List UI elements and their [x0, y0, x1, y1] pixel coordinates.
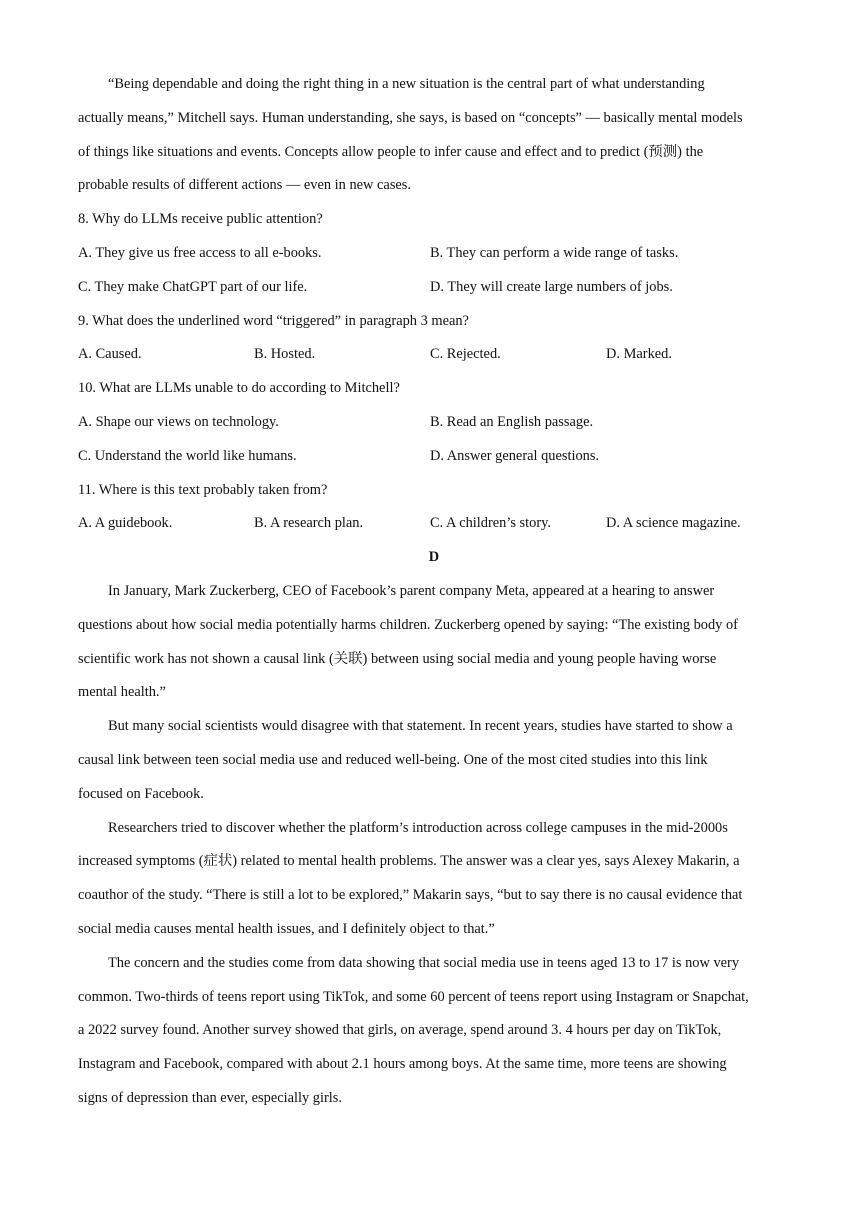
question-9: [78, 305, 790, 373]
text-line: coauthor of the study. “There is still a lot to be explored,” Makarin says, “but to say there is no causal evidence that: [78, 887, 743, 904]
option-c: C. Understand the world like humans.: [78, 447, 297, 464]
option-c: C. A children’s story.: [430, 515, 551, 532]
text-line: questions about how social media potentially harms children. Zuckerberg opened by saying: “The existing body of: [78, 616, 738, 633]
option-b: B. Hosted.: [254, 346, 316, 363]
passage-d-paragraph-4: [78, 947, 790, 1116]
option-a: A. A guidebook.: [78, 515, 173, 532]
text-line: scientific work has not shown a causal link (关联) between using social media and young people having worse: [78, 650, 717, 667]
text-line: The concern and the studies come from data showing that social media use in teens aged 13 to 17 is now very: [108, 954, 740, 971]
passage-d-paragraph-1: [78, 575, 790, 710]
document-page: [78, 68, 790, 1116]
question-8: [78, 203, 790, 304]
text-line: a 2022 survey found. Another survey showed that girls, on average, spend around 3. 4 hours per day on TikTok,: [78, 1022, 722, 1039]
text-line: signs of depression than ever, especially girls.: [78, 1089, 342, 1106]
text-line: causal link between teen social media use and reduced well-being. One of the most cited studies into this link: [78, 751, 708, 768]
option-a: A. Caused.: [78, 346, 142, 363]
text-line: “Being dependable and doing the right thing in a new situation is the central part of what understanding: [108, 76, 705, 92]
option-c: C. Rejected.: [430, 346, 501, 363]
option-a: A. They give us free access to all e-books.: [78, 244, 322, 261]
question-stem: 8. Why do LLMs receive public attention?: [78, 211, 323, 228]
text-line: Instagram and Facebook, compared with about 2.1 hours among boys. At the same time, more teens are showing: [78, 1056, 727, 1073]
option-b: B. They can perform a wide range of tasks.: [430, 244, 679, 261]
text-line: But many social scientists would disagree with that statement. In recent years, studies have started to show a: [108, 718, 733, 735]
option-b: B. Read an English passage.: [430, 413, 594, 430]
section-heading: D: [428, 549, 440, 566]
text-line: increased symptoms (症状) related to mental health problems. The answer was a clear yes, says Alexey Makarin, a: [78, 853, 740, 870]
text-line: mental health.”: [78, 684, 166, 701]
text-line: social media causes mental health issues, and I definitely object to that.”: [78, 920, 495, 937]
option-c: C. They make ChatGPT part of our life.: [78, 278, 308, 295]
text-line: Researchers tried to discover whether the platform’s introduction across college campuses in the mid-2000s: [108, 819, 728, 836]
text-line: actually means,” Mitchell says. Human understanding, she says, is based on “concepts” — basically mental models: [78, 109, 743, 126]
question-10: [78, 372, 790, 473]
option-b: B. A research plan.: [254, 515, 364, 532]
text-line: common. Two-thirds of teens report using TikTok, and some 60 percent of teens report using Instagram or Snapchat,: [78, 988, 749, 1005]
question-11: [78, 474, 790, 542]
question-stem: 10. What are LLMs unable to do according to Mitchell?: [78, 380, 400, 397]
passage-d-paragraph-2: [78, 710, 790, 811]
option-d: D. They will create large numbers of jobs.: [430, 278, 673, 295]
option-d: D. Answer general questions.: [430, 447, 600, 464]
option-d: D. Marked.: [606, 346, 672, 363]
passage-c-paragraph: [78, 68, 790, 203]
option-d: D. A science magazine.: [606, 515, 741, 532]
text-line: probable results of different actions — even in new cases.: [78, 177, 412, 194]
passage-d-paragraph-3: [78, 812, 790, 947]
text-line: of things like situations and events. Concepts allow people to infer cause and effect and to predict (预测) the: [78, 143, 704, 160]
question-stem: 11. Where is this text probably taken from?: [78, 481, 328, 498]
text-line: focused on Facebook.: [78, 785, 204, 802]
option-a: A. Shape our views on technology.: [78, 413, 279, 430]
text-line: In January, Mark Zuckerberg, CEO of Facebook’s parent company Meta, appeared at a hearing to answer: [108, 582, 715, 599]
question-stem: 9. What does the underlined word “triggered” in paragraph 3 mean?: [78, 312, 469, 329]
